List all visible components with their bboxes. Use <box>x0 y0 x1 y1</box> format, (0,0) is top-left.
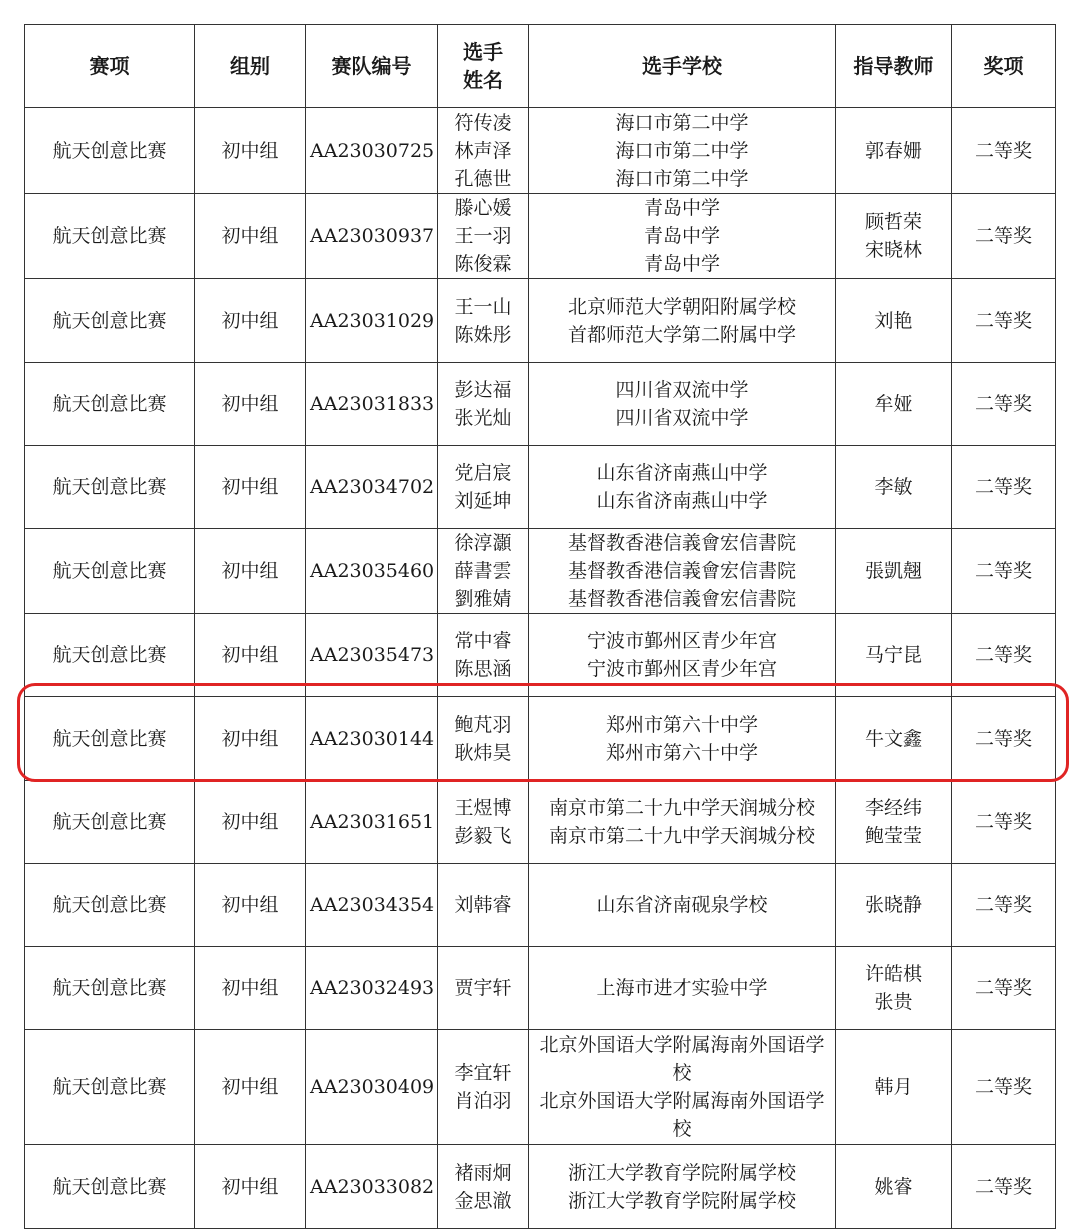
table-row <box>25 614 1056 697</box>
table-row <box>25 279 1056 363</box>
team-id-cell-text: AA23030937 <box>310 225 435 247</box>
group-cell <box>195 864 306 947</box>
players-cell <box>438 529 529 614</box>
teacher-cell-text: 韩月 <box>874 1076 913 1098</box>
event-cell-text: 航天创意比赛 <box>52 1175 167 1198</box>
teacher-cell-text: 张晓静 <box>864 894 922 916</box>
team-id-cell-text: AA23031651 <box>310 811 435 833</box>
teacher-cell <box>836 1030 952 1145</box>
players-cell-text: 李宜轩 <box>454 1062 512 1084</box>
players-cell-text: 陈俊霖 <box>454 253 512 275</box>
header-text: 选手学校 <box>642 54 722 78</box>
table-row <box>25 697 1056 781</box>
table-row <box>25 108 1056 194</box>
school-cell-text: 首都师范大学第二附属中学 <box>567 323 796 346</box>
players-cell <box>438 279 529 363</box>
players-cell-text: 常中睿 <box>454 630 512 652</box>
award-cell-text: 二等奖 <box>974 1175 1032 1198</box>
team-id-cell-text: AA23030725 <box>310 139 435 162</box>
event-cell <box>25 781 195 864</box>
group-cell-text: 初中组 <box>221 811 279 833</box>
header-text: 赛项 <box>89 54 130 78</box>
school-cell-text: 宁波市鄞州区青少年宫 <box>586 630 777 652</box>
teacher-cell <box>836 446 952 529</box>
award-cell-text: 二等奖 <box>974 309 1032 332</box>
event-cell <box>25 529 195 614</box>
header-team-id <box>306 25 438 108</box>
header-school <box>529 25 836 108</box>
event-cell-text: 航天创意比赛 <box>52 139 167 162</box>
school-cell-text: 上海市进才实验中学 <box>596 977 768 999</box>
header-text: 赛队编号 <box>331 54 412 78</box>
award-cell <box>952 864 1056 947</box>
team-id-cell-text: AA23034354 <box>310 894 435 916</box>
teacher-cell-text: 姚睿 <box>874 1175 913 1198</box>
players-cell <box>438 363 529 446</box>
school-cell-text: 北京外国语大学附属海南外国语学校 <box>539 1090 825 1140</box>
group-cell <box>195 1030 306 1145</box>
header-group <box>195 25 306 108</box>
header-text: 指导教师 <box>853 54 934 78</box>
teacher-cell-text: 李敏 <box>874 476 913 498</box>
team-id-cell <box>306 446 438 529</box>
players-cell-text: 王一山 <box>454 295 512 318</box>
school-cell-text: 青岛中学 <box>643 253 720 275</box>
award-cell <box>952 529 1056 614</box>
players-cell <box>438 781 529 864</box>
team-id-cell-text: AA23030409 <box>310 1076 435 1098</box>
teacher-cell <box>836 781 952 864</box>
header-text: 姓名 <box>463 68 503 92</box>
group-cell-text: 初中组 <box>221 1076 279 1098</box>
school-cell <box>529 363 836 446</box>
group-cell <box>195 781 306 864</box>
award-cell-text: 二等奖 <box>974 894 1032 916</box>
players-cell-text: 肖泊羽 <box>454 1090 512 1112</box>
table-row <box>25 363 1056 446</box>
teacher-cell <box>836 108 952 194</box>
group-cell-text: 初中组 <box>221 977 279 999</box>
school-cell-text: 郑州市第六十中学 <box>605 713 758 736</box>
players-cell <box>438 1145 529 1229</box>
teacher-cell <box>836 947 952 1030</box>
group-cell-text: 初中组 <box>221 225 279 247</box>
group-cell <box>195 108 306 194</box>
teacher-cell-text: 張凱翹 <box>864 560 922 582</box>
school-cell-text: 基督教香港信義會宏信書院 <box>567 560 796 582</box>
team-id-cell <box>306 781 438 864</box>
award-cell-text: 二等奖 <box>974 644 1032 666</box>
award-cell <box>952 1145 1056 1229</box>
school-cell <box>529 1030 836 1145</box>
award-cell <box>952 697 1056 781</box>
players-cell-text: 金思澈 <box>454 1189 512 1212</box>
header-player-name <box>438 25 529 108</box>
players-cell <box>438 1030 529 1145</box>
team-id-cell <box>306 697 438 781</box>
team-id-cell <box>306 1030 438 1145</box>
teacher-cell <box>836 864 952 947</box>
team-id-cell <box>306 529 438 614</box>
award-cell-text: 二等奖 <box>974 476 1032 498</box>
group-cell-text: 初中组 <box>221 894 279 916</box>
event-cell <box>25 446 195 529</box>
award-table <box>24 24 1056 1229</box>
event-cell-text: 航天创意比赛 <box>52 1076 167 1098</box>
teacher-cell-text: 牟娅 <box>874 393 913 415</box>
school-cell-text: 海口市第二中学 <box>615 111 749 134</box>
team-id-cell <box>306 1145 438 1229</box>
school-cell-text: 基督教香港信義會宏信書院 <box>567 532 796 554</box>
event-cell <box>25 614 195 697</box>
school-cell-text: 海口市第二中学 <box>615 167 749 190</box>
group-cell <box>195 194 306 279</box>
team-id-cell-text: AA23031029 <box>310 309 435 332</box>
team-id-cell-text: AA23033082 <box>310 1175 435 1198</box>
school-cell-text: 山东省济南燕山中学 <box>596 490 768 512</box>
players-cell-text: 鲍芃羽 <box>454 713 512 736</box>
award-cell <box>952 947 1056 1030</box>
school-cell-text: 青岛中学 <box>643 225 720 247</box>
teacher-cell <box>836 614 952 697</box>
team-id-cell-text: AA23035473 <box>310 644 435 666</box>
school-cell <box>529 781 836 864</box>
award-cell-text: 二等奖 <box>974 393 1032 415</box>
event-cell <box>25 864 195 947</box>
teacher-cell <box>836 697 952 781</box>
players-cell-text: 薛書雲 <box>454 560 512 582</box>
team-id-cell <box>306 363 438 446</box>
team-id-cell <box>306 279 438 363</box>
school-cell-text: 山东省济南砚泉学校 <box>596 894 768 916</box>
award-cell-text: 二等奖 <box>974 811 1032 833</box>
teacher-cell <box>836 529 952 614</box>
school-cell-text: 北京外国语大学附属海南外国语学校 <box>539 1034 825 1084</box>
teacher-cell <box>836 363 952 446</box>
group-cell-text: 初中组 <box>221 560 279 582</box>
school-cell-text: 四川省双流中学 <box>615 379 749 401</box>
teacher-cell-text: 鲍莹莹 <box>864 825 922 847</box>
players-cell <box>438 947 529 1030</box>
school-cell-text: 宁波市鄞州区青少年宫 <box>586 658 777 680</box>
event-cell-text: 航天创意比赛 <box>52 977 167 999</box>
award-cell-text: 二等奖 <box>974 977 1032 999</box>
award-cell <box>952 446 1056 529</box>
event-cell-text: 航天创意比赛 <box>52 811 167 833</box>
players-cell-text: 贾宇轩 <box>454 977 512 999</box>
players-cell-text: 彭达福 <box>454 379 512 401</box>
table-row <box>25 446 1056 529</box>
event-cell-text: 航天创意比赛 <box>52 727 167 750</box>
header-text: 选手 <box>463 40 503 64</box>
award-cell <box>952 1030 1056 1145</box>
players-cell <box>438 446 529 529</box>
award-cell <box>952 194 1056 279</box>
table-row <box>25 781 1056 864</box>
event-cell <box>25 697 195 781</box>
event-cell-text: 航天创意比赛 <box>52 225 167 247</box>
players-cell-text: 耿炜昊 <box>454 741 512 764</box>
team-id-cell <box>306 108 438 194</box>
event-cell <box>25 108 195 194</box>
players-cell-text: 徐淳灝 <box>454 532 512 554</box>
school-cell-text: 山东省济南燕山中学 <box>596 462 768 484</box>
event-cell <box>25 1030 195 1145</box>
teacher-cell <box>836 194 952 279</box>
event-cell <box>25 1145 195 1229</box>
award-cell <box>952 108 1056 194</box>
school-cell-text: 北京师范大学朝阳附属学校 <box>567 295 796 318</box>
players-cell <box>438 864 529 947</box>
group-cell <box>195 614 306 697</box>
school-cell-text: 郑州市第六十中学 <box>605 741 758 764</box>
teacher-cell-text: 刘艳 <box>874 309 913 332</box>
group-cell-text: 初中组 <box>221 476 279 498</box>
players-cell-text: 刘韩睿 <box>454 894 512 916</box>
award-cell-text: 二等奖 <box>974 139 1032 162</box>
award-cell <box>952 614 1056 697</box>
team-id-cell-text: AA23034702 <box>310 476 435 498</box>
school-cell <box>529 194 836 279</box>
event-cell <box>25 194 195 279</box>
table-row <box>25 947 1056 1030</box>
header-teacher <box>836 25 952 108</box>
school-cell <box>529 697 836 781</box>
group-cell-text: 初中组 <box>221 139 279 162</box>
event-cell-text: 航天创意比赛 <box>52 644 167 666</box>
school-cell-text: 南京市第二十九中学天润城分校 <box>548 825 815 847</box>
event-cell-text: 航天创意比赛 <box>52 309 167 332</box>
group-cell-text: 初中组 <box>221 727 279 750</box>
players-cell-text: 陈思涵 <box>454 658 512 680</box>
players-cell-text: 劉雅婧 <box>454 588 512 610</box>
event-cell <box>25 947 195 1030</box>
players-cell-text: 彭毅飞 <box>454 825 512 847</box>
players-cell <box>438 108 529 194</box>
header-event <box>25 25 195 108</box>
school-cell-text: 浙江大学教育学院附属学校 <box>567 1161 796 1184</box>
teacher-cell-text: 马宁昆 <box>864 644 922 666</box>
award-cell <box>952 363 1056 446</box>
school-cell-text: 南京市第二十九中学天润城分校 <box>548 797 815 819</box>
players-cell-text: 陈姝彤 <box>454 323 512 346</box>
players-cell-text: 滕心媛 <box>454 197 512 219</box>
school-cell <box>529 529 836 614</box>
award-cell <box>952 279 1056 363</box>
group-cell-text: 初中组 <box>221 309 279 332</box>
header-award <box>952 25 1056 108</box>
school-cell <box>529 864 836 947</box>
event-cell-text: 航天创意比赛 <box>52 894 167 916</box>
teacher-cell-text: 李经纬 <box>864 797 922 819</box>
event-cell-text: 航天创意比赛 <box>52 476 167 498</box>
group-cell <box>195 1145 306 1229</box>
award-cell-text: 二等奖 <box>974 727 1032 750</box>
school-cell <box>529 108 836 194</box>
school-cell-text: 浙江大学教育学院附属学校 <box>567 1189 796 1212</box>
players-cell-text: 王煜博 <box>454 797 512 819</box>
team-id-cell <box>306 614 438 697</box>
players-cell <box>438 614 529 697</box>
table-row <box>25 1145 1056 1229</box>
players-cell-text: 符传凌 <box>454 111 512 134</box>
school-cell-text: 四川省双流中学 <box>615 407 749 429</box>
award-cell-text: 二等奖 <box>974 1076 1032 1098</box>
group-cell-text: 初中组 <box>221 393 279 415</box>
team-id-cell-text: AA23030144 <box>310 727 435 750</box>
group-cell <box>195 363 306 446</box>
group-cell-text: 初中组 <box>221 644 279 666</box>
players-cell-text: 党启宸 <box>454 462 512 484</box>
school-cell <box>529 1145 836 1229</box>
school-cell <box>529 614 836 697</box>
table-row <box>25 529 1056 614</box>
group-cell <box>195 279 306 363</box>
award-cell-text: 二等奖 <box>974 225 1032 247</box>
teacher-cell-text: 顾哲荣 <box>864 211 922 233</box>
players-cell <box>438 194 529 279</box>
group-cell <box>195 947 306 1030</box>
players-cell <box>438 697 529 781</box>
teacher-cell-text: 宋晓林 <box>864 239 922 261</box>
event-cell <box>25 363 195 446</box>
school-cell <box>529 947 836 1030</box>
teacher-cell-text: 牛文鑫 <box>864 727 922 750</box>
event-cell-text: 航天创意比赛 <box>52 560 167 582</box>
players-cell-text: 张光灿 <box>454 407 512 429</box>
table-row <box>25 864 1056 947</box>
players-cell-text: 孔德世 <box>454 167 512 190</box>
school-cell-text: 基督教香港信義會宏信書院 <box>567 588 796 610</box>
team-id-cell-text: AA23032493 <box>310 977 435 999</box>
header-text: 组别 <box>230 54 270 78</box>
group-cell <box>195 697 306 781</box>
team-id-cell <box>306 194 438 279</box>
team-id-cell-text: AA23031833 <box>310 393 435 415</box>
header-text: 奖项 <box>983 54 1024 78</box>
header-row <box>25 25 1056 108</box>
event-cell-text: 航天创意比赛 <box>52 393 167 415</box>
award-cell-text: 二等奖 <box>974 560 1032 582</box>
event-cell <box>25 279 195 363</box>
school-cell <box>529 279 836 363</box>
players-cell-text: 褚雨炯 <box>454 1161 512 1184</box>
teacher-cell <box>836 279 952 363</box>
group-cell <box>195 446 306 529</box>
team-id-cell <box>306 947 438 1030</box>
group-cell-text: 初中组 <box>221 1175 279 1198</box>
school-cell-text: 青岛中学 <box>643 197 720 219</box>
teacher-cell <box>836 1145 952 1229</box>
teacher-cell-text: 许皓棋 <box>864 963 922 985</box>
teacher-cell-text: 郭春姗 <box>864 139 922 162</box>
group-cell <box>195 529 306 614</box>
teacher-cell-text: 张贵 <box>874 991 913 1013</box>
players-cell-text: 刘延坤 <box>454 490 512 512</box>
team-id-cell-text: AA23035460 <box>310 560 435 582</box>
team-id-cell <box>306 864 438 947</box>
table-row <box>25 1030 1056 1145</box>
players-cell-text: 王一羽 <box>454 225 512 247</box>
school-cell-text: 海口市第二中学 <box>615 139 749 162</box>
school-cell <box>529 446 836 529</box>
table-row <box>25 194 1056 279</box>
players-cell-text: 林声泽 <box>454 139 512 162</box>
award-cell <box>952 781 1056 864</box>
